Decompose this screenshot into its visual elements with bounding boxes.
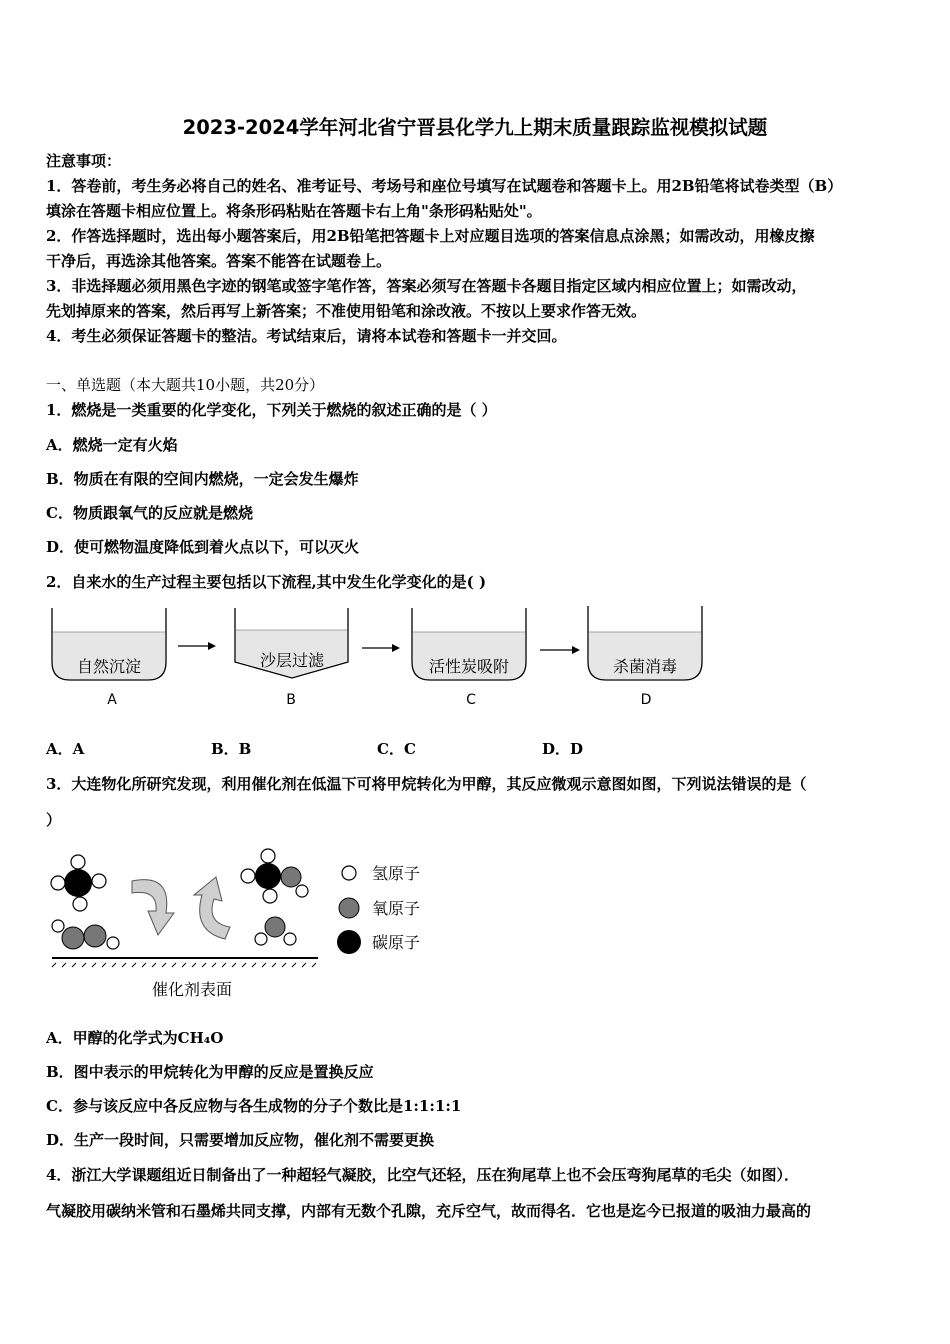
reaction-figure <box>40 843 460 1003</box>
oxygen-legend-icon <box>339 898 359 918</box>
option-c: C．C <box>377 740 416 758</box>
legend-label: 氧原子 <box>372 899 421 918</box>
option-d: D．D <box>542 740 584 758</box>
legend <box>337 864 420 954</box>
step-label: 沙层过滤 <box>259 651 325 670</box>
page-title: 2023-2024学年河北省宁晋县化学九上期末质量跟踪监视模拟试题 <box>182 116 768 139</box>
catalyst-surface <box>52 958 318 999</box>
section-heading: 一、单选题（本大题共10小题，共20分） <box>46 376 325 394</box>
arrow-icon <box>362 644 400 652</box>
option-b: B．B <box>211 740 252 758</box>
option-c: C．参与该反应中各反应物与各生成物的分子个数比是1:1:1:1 <box>46 1097 462 1115</box>
arrow-icon <box>540 646 580 654</box>
water-molecule <box>255 917 296 945</box>
methanol-molecule <box>241 849 308 903</box>
arrow-icon <box>178 642 216 650</box>
container-disinfection <box>588 606 702 708</box>
notice-line: 3．非选择题必须用黑色字迹的钢笔或签字笔作答，答案必须写在答题卡各题目指定区域内相应位置上；如需改动， <box>46 277 807 295</box>
methane-molecule <box>51 855 106 911</box>
question-stem: 1．燃烧是一类重要的化学变化，下列关于燃烧的叙述正确的是（ ） <box>46 401 497 419</box>
step-letter: D <box>640 692 652 708</box>
question-stem: 3．大连物化所研究发现，利用催化剂在低温下可将甲烷转化为甲醇，其反应微观示意图如图，下列说法错误的是（ <box>46 775 807 793</box>
notice-line: 4．考生必须保证答题卡的整洁。考试结束后，请将本试卷和答题卡一并交回。 <box>46 327 567 345</box>
legend-label: 碳原子 <box>372 933 421 952</box>
question-stem: 2．自来水的生产过程主要包括以下流程,其中发生化学变化的是( ) <box>46 573 487 591</box>
option-b: B．物质在有限的空间内燃烧，一定会发生爆炸 <box>46 470 359 488</box>
notice-line: 先划掉原来的答案，然后再写上新答案；不准使用铅笔和涂改液。不按以上要求作答无效。 <box>46 302 647 320</box>
notice-heading: 注意事项： <box>46 152 122 170</box>
question-stem-end: ） <box>46 811 62 829</box>
step-label: 自然沉淀 <box>76 657 142 676</box>
step-letter: B <box>286 692 296 708</box>
notice-line: 干净后，再选涂其他答案。答案不能答在试题卷上。 <box>46 252 392 270</box>
carbon-legend-icon <box>337 930 361 954</box>
curved-arrow-icon <box>194 877 230 939</box>
option-c: C．物质跟氧气的反应就是燃烧 <box>46 504 253 522</box>
step-letter: C <box>466 692 476 708</box>
notice-line: 填涂在答题卡相应位置上。将条形码粘贴在答题卡右上角"条形码粘贴处"。 <box>46 202 542 220</box>
curved-arrow-icon <box>132 880 174 935</box>
option-d: D．生产一段时间，只需要增加反应物，催化剂不需要更换 <box>46 1131 435 1149</box>
notice-line: 2．作答选择题时，选出每小题答案后，用2B铅笔把答题卡上对应题目选项的答案信息点涂黑；如需改动，用橡皮擦 <box>46 227 815 245</box>
option-a: A．甲醇的化学式为CH₄O <box>46 1029 224 1047</box>
hydrogen-legend-icon <box>342 866 356 880</box>
step-letter: A <box>107 692 117 708</box>
step-label: 杀菌消毒 <box>612 657 678 676</box>
reactant-molecule <box>52 920 119 949</box>
notice-line: 1．答卷前，考生务必将自己的姓名、准考证号、考场号和座位号填写在试题卷和答题卡上。用2B铅笔将试卷类型（B） <box>46 177 843 195</box>
container-sedimentation <box>52 608 166 708</box>
question-stem: 气凝胶用碳纳米管和石墨烯共同支撑，内部有无数个孔隙，充斥空气，故而得名．它也是迄今已报道的吸油力最高的 <box>46 1202 812 1220</box>
surface-label: 催化剂表面 <box>151 980 233 999</box>
container-carbon-adsorption <box>412 608 526 708</box>
option-a: A．燃烧一定有火焰 <box>46 436 178 454</box>
legend-label: 氢原子 <box>372 864 421 883</box>
step-label: 活性炭吸附 <box>428 657 510 676</box>
option-d: D．使可燃物温度降低到着火点以下，可以灭火 <box>46 538 360 556</box>
container-sand-filter <box>235 608 348 708</box>
option-a: A．A <box>46 740 85 758</box>
water-treatment-figure <box>40 600 720 715</box>
option-b: B．图中表示的甲烷转化为甲醇的反应是置换反应 <box>46 1063 374 1081</box>
question-stem: 4．浙江大学课题组近日制备出了一种超轻气凝胶，比空气还轻，压在狗尾草上也不会压弯狗尾草的毛尖（如图）． <box>46 1166 799 1184</box>
